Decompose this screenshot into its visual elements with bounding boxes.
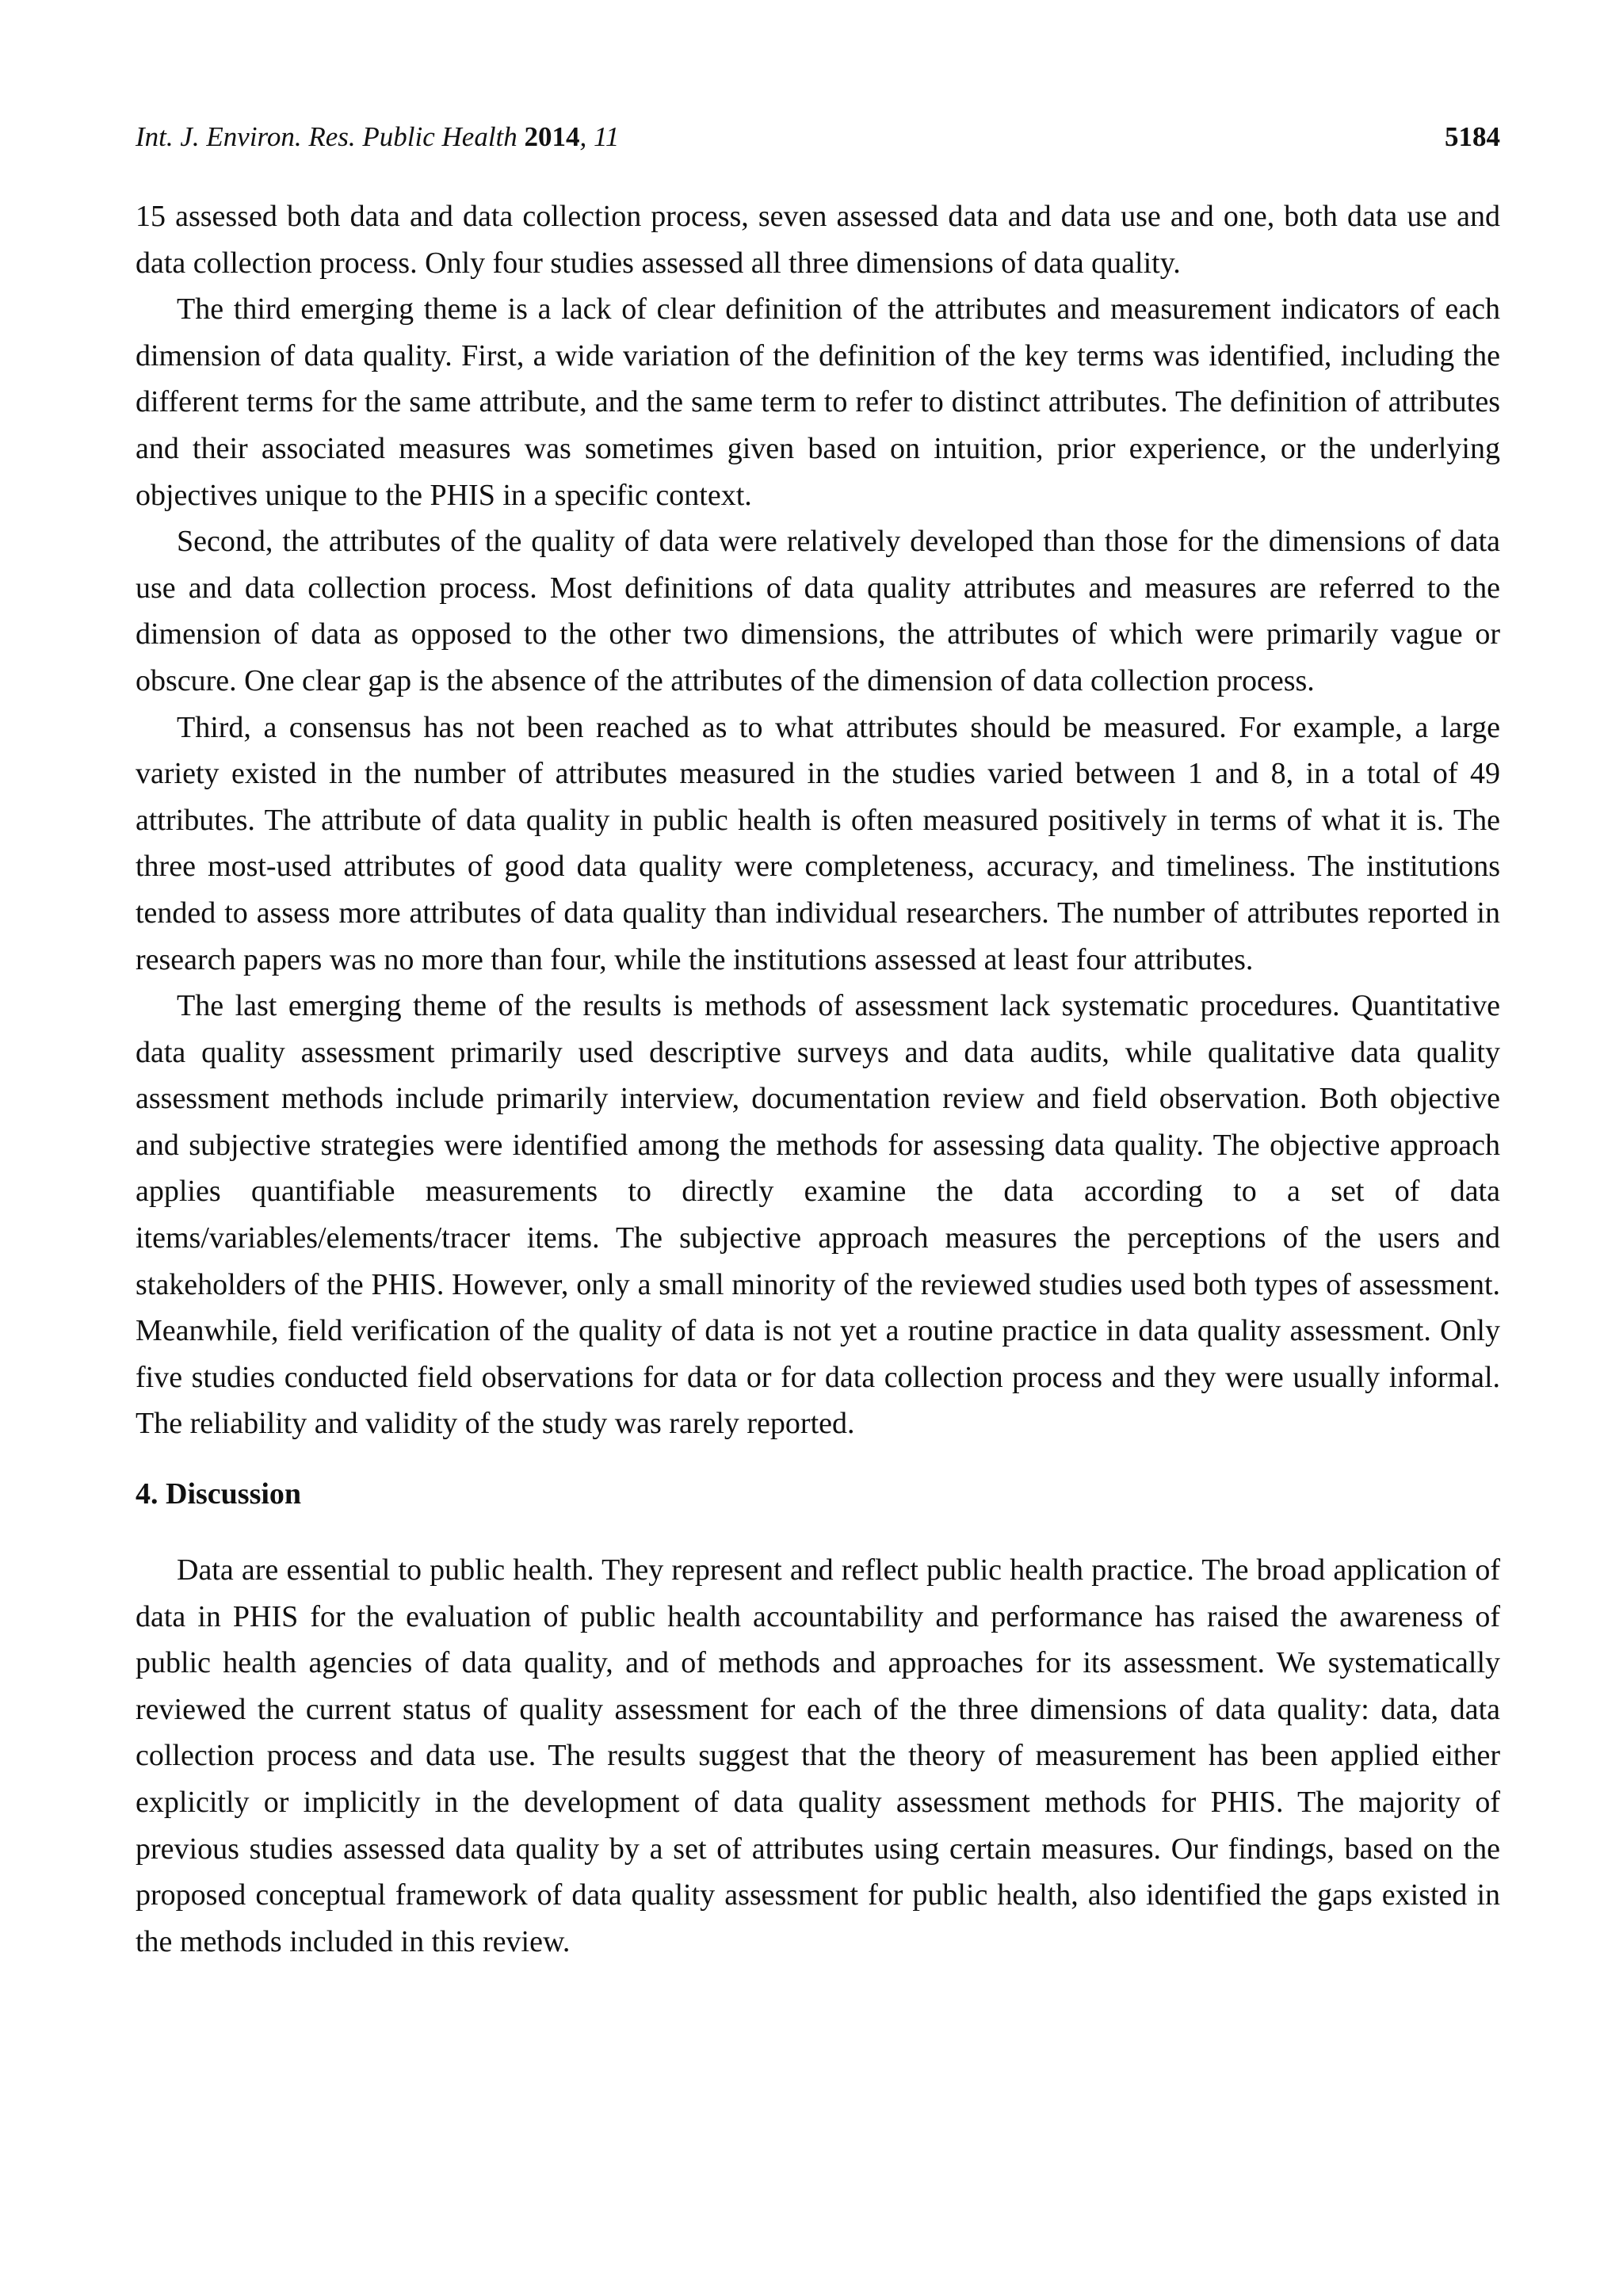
- journal-volume: 11: [594, 121, 620, 152]
- running-head: [136, 119, 1500, 155]
- journal-citation: Int. J. Environ. Res. Public Health 2014, 11: [136, 121, 620, 152]
- paragraph-consensus: Third, a consensus has not been reached as to what attributes should be measured. For example, a large variety existed in the number of attributes measured in the studies varied between 1 and 8, in a total of 49 attributes. The attribute of data quality in public health is often measured positively in terms of what it is. The three most-used attributes of good data quality were completeness, accuracy, and timeliness. The institutions tended to assess more attributes of data quality than individual researchers. The number of attributes reported in research papers was no more than four, while the institutions assessed at least four attributes.: [136, 710, 1500, 976]
- paragraph-discussion: Data are essential to public health. They represent and reflect public health practice. The broad application of data in PHIS for the evaluation of public health accountability and performance has raised the awareness of public health agencies of data quality, and of methods and approaches for its assessment. We systematically reviewed the current status of quality assessment for each of the three dimensions of data quality: data, data collection process and data use. The results suggest that the theory of measurement has been applied either explicitly or implicitly in the development of data quality assessment methods for PHIS. The majority of previous studies assessed data quality by a set of attributes using certain measures. Our findings, based on the proposed conceptual framework of data quality assessment for public health, also identified the gaps existed in the methods included in this review.: [136, 1553, 1500, 1958]
- page-number: 5184: [1445, 121, 1500, 152]
- page: [136, 119, 1500, 1965]
- paragraph-continuation: 15 assessed both data and data collection process, seven assessed data and data use and one, both data use and data collection process. Only four studies assessed all three dimensions of data quality.: [136, 200, 1500, 280]
- journal-name: Int. J. Environ. Res. Public Health: [136, 121, 517, 152]
- paragraph-assessment-methods: The last emerging theme of the results is methods of assessment lack systematic procedures. Quantitative data quality assessment primarily used descriptive surveys and data audits, while qualitative data quality assessment methods include primarily interview, documentation review and field observation. Both objective and subjective strategies were identified among the methods for assessing data quality. The objective approach applies quantifiable measurements to directly examine the data according to a set of data items/variables/elements/tracer items. The subjective approach measures the perceptions of the users and stakeholders of the PHIS. However, only a small minority of the reviewed studies used both types of assessment. Meanwhile, field verification of the quality of data is not yet a routine practice in data quality assessment. Only five studies conducted field observations for data or for data collection process and they were usually informal. The reliability and validity of the study was rarely reported.: [136, 989, 1500, 1441]
- journal-year: 2014: [524, 121, 580, 152]
- section-heading-discussion: 4. Discussion: [136, 1477, 302, 1511]
- paragraph-definition-theme: The third emerging theme is a lack of clear definition of the attributes and measurement indicators of each dimension of data quality. First, a wide variation of the definition of the key terms was identified, including the different terms for the same attribute, and the same term to refer to distinct attributes. The definition of attributes and their associated measures was sometimes given based on intuition, prior experience, or the underlying objectives unique to the PHIS in a specific context.: [136, 292, 1500, 512]
- paragraph-attributes-development: Second, the attributes of the quality of data were relatively developed than those for the dimensions of data use and data collection process. Most definitions of data quality attributes and measures are referred to the dimension of data as opposed to the other two dimensions, the attributes of which were primarily vague or obscure. One clear gap is the absence of the attributes of the dimension of data collection process.: [136, 525, 1500, 697]
